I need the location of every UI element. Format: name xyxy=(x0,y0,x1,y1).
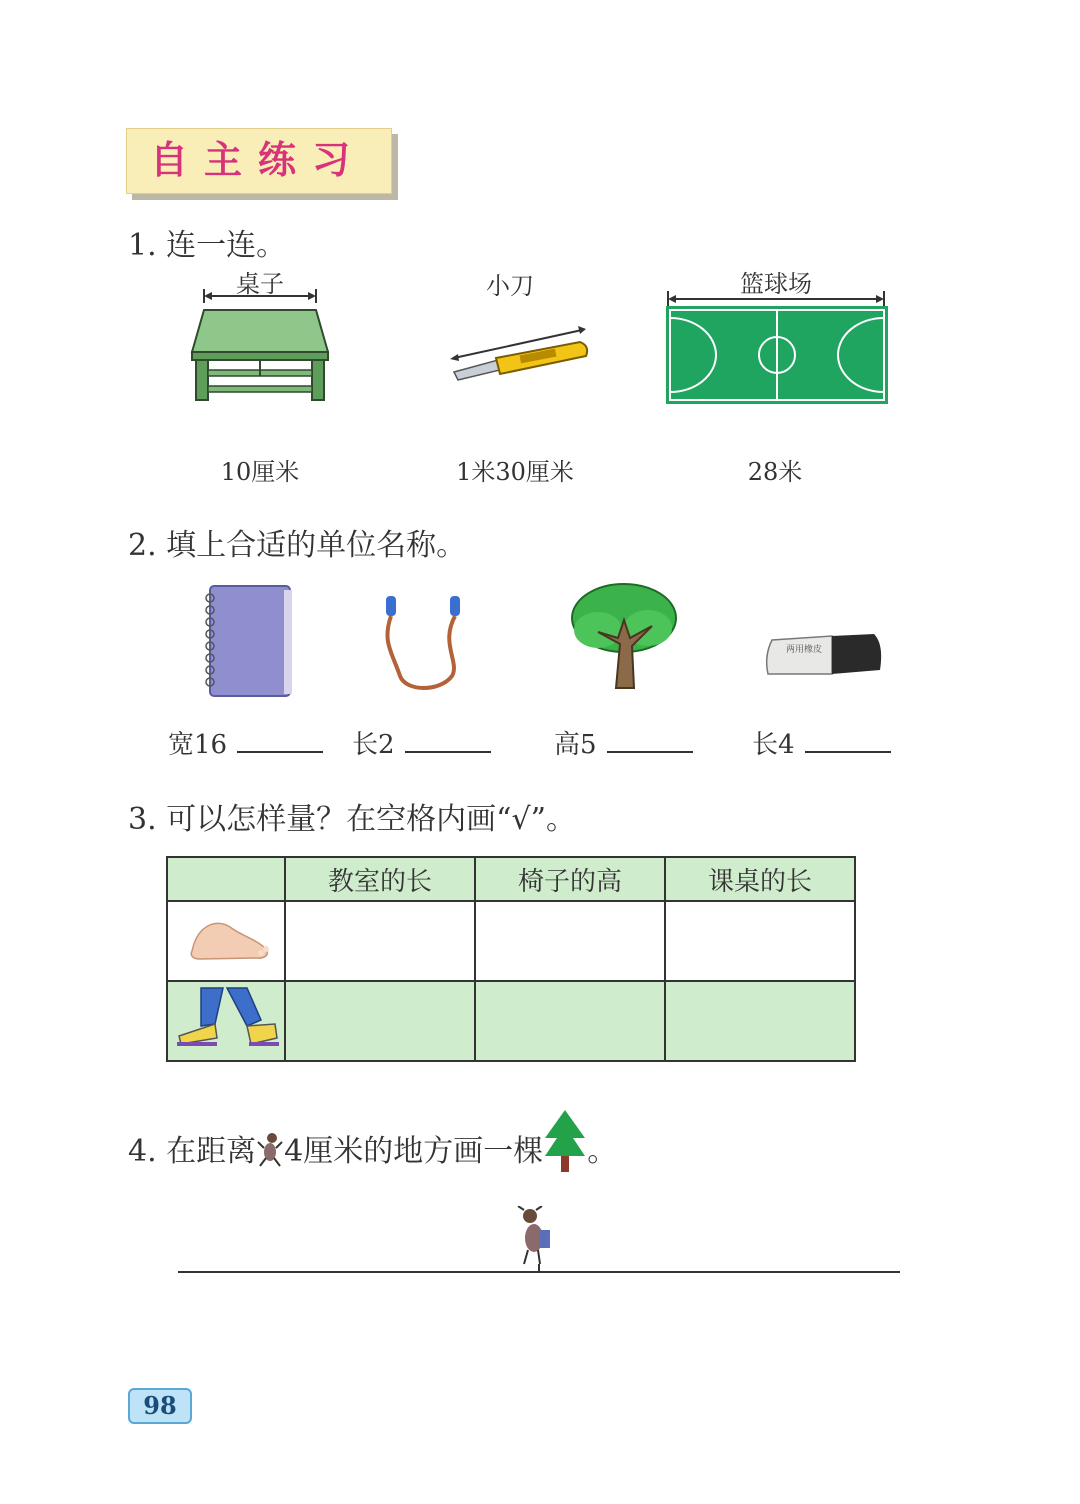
ant-marker-icon xyxy=(518,1206,550,1264)
fill-item-1 xyxy=(168,724,323,761)
fill-item-1-text: 宽16 xyxy=(168,730,228,760)
column-header: 教室的长 xyxy=(285,857,475,901)
table-row xyxy=(167,901,855,981)
fill-blank-1[interactable] xyxy=(237,727,323,753)
pine-tree-icon xyxy=(543,1108,587,1174)
answer-cell[interactable] xyxy=(665,981,855,1061)
table-corner-cell xyxy=(167,857,285,901)
question-4-text-b: 4厘米的地方画一棵 xyxy=(284,1134,544,1169)
box-cutter-icon xyxy=(440,320,600,390)
fill-blank-4[interactable] xyxy=(805,727,891,753)
foot-icon xyxy=(178,913,274,963)
question-4-period: 。 xyxy=(587,1134,618,1169)
question-4-prompt xyxy=(128,1108,617,1170)
drawing-line[interactable] xyxy=(178,1206,902,1276)
fill-item-2 xyxy=(352,724,491,761)
tree-icon xyxy=(568,580,680,692)
page-number: 98 xyxy=(128,1388,192,1424)
fill-blank-3[interactable] xyxy=(607,727,693,753)
measure-table xyxy=(166,856,856,1062)
eraser-brand-text: 两用橡皮 xyxy=(786,645,823,655)
table-icon xyxy=(190,306,330,406)
question-3-prompt: 3. 可以怎样量？在空格内画“√”。 xyxy=(128,802,576,837)
fill-item-3 xyxy=(554,724,693,761)
length-option-3: 28米 xyxy=(747,458,803,486)
ant-icon xyxy=(256,1130,284,1170)
length-option-2: 1米30厘米 xyxy=(456,458,574,486)
fill-item-4 xyxy=(752,724,891,761)
answer-cell[interactable] xyxy=(285,981,475,1061)
question-2-prompt: 2. 填上合适的单位名称。 xyxy=(128,528,467,563)
fill-item-4-text: 长4 xyxy=(752,730,795,760)
basketball-court-icon xyxy=(666,306,888,404)
column-header: 课桌的长 xyxy=(665,857,855,901)
answer-cell[interactable] xyxy=(475,981,665,1061)
knife-label: 小刀 xyxy=(486,272,534,300)
jump-rope-icon xyxy=(370,592,470,696)
answer-cell[interactable] xyxy=(475,901,665,981)
column-header: 椅子的高 xyxy=(475,857,665,901)
fill-blank-2[interactable] xyxy=(405,727,491,753)
table-row xyxy=(167,981,855,1061)
question-1-prompt: 1. 连一连。 xyxy=(128,228,287,263)
court-label: 篮球场 xyxy=(740,270,812,298)
walking-legs-icon xyxy=(171,986,281,1050)
answer-cell[interactable] xyxy=(665,901,855,981)
row-icon-cell xyxy=(167,901,285,981)
eraser-icon xyxy=(762,630,886,680)
desk-label: 桌子 xyxy=(236,270,284,298)
answer-cell[interactable] xyxy=(285,901,475,981)
row-icon-cell xyxy=(167,981,285,1061)
length-option-1: 10厘米 xyxy=(220,458,300,486)
notebook-icon xyxy=(200,582,296,698)
section-title: 自主练习 xyxy=(149,138,366,182)
fill-item-2-text: 长2 xyxy=(352,730,395,760)
fill-item-3-text: 高5 xyxy=(554,730,597,760)
question-4-text-a: 4. 在距离 xyxy=(128,1134,257,1169)
